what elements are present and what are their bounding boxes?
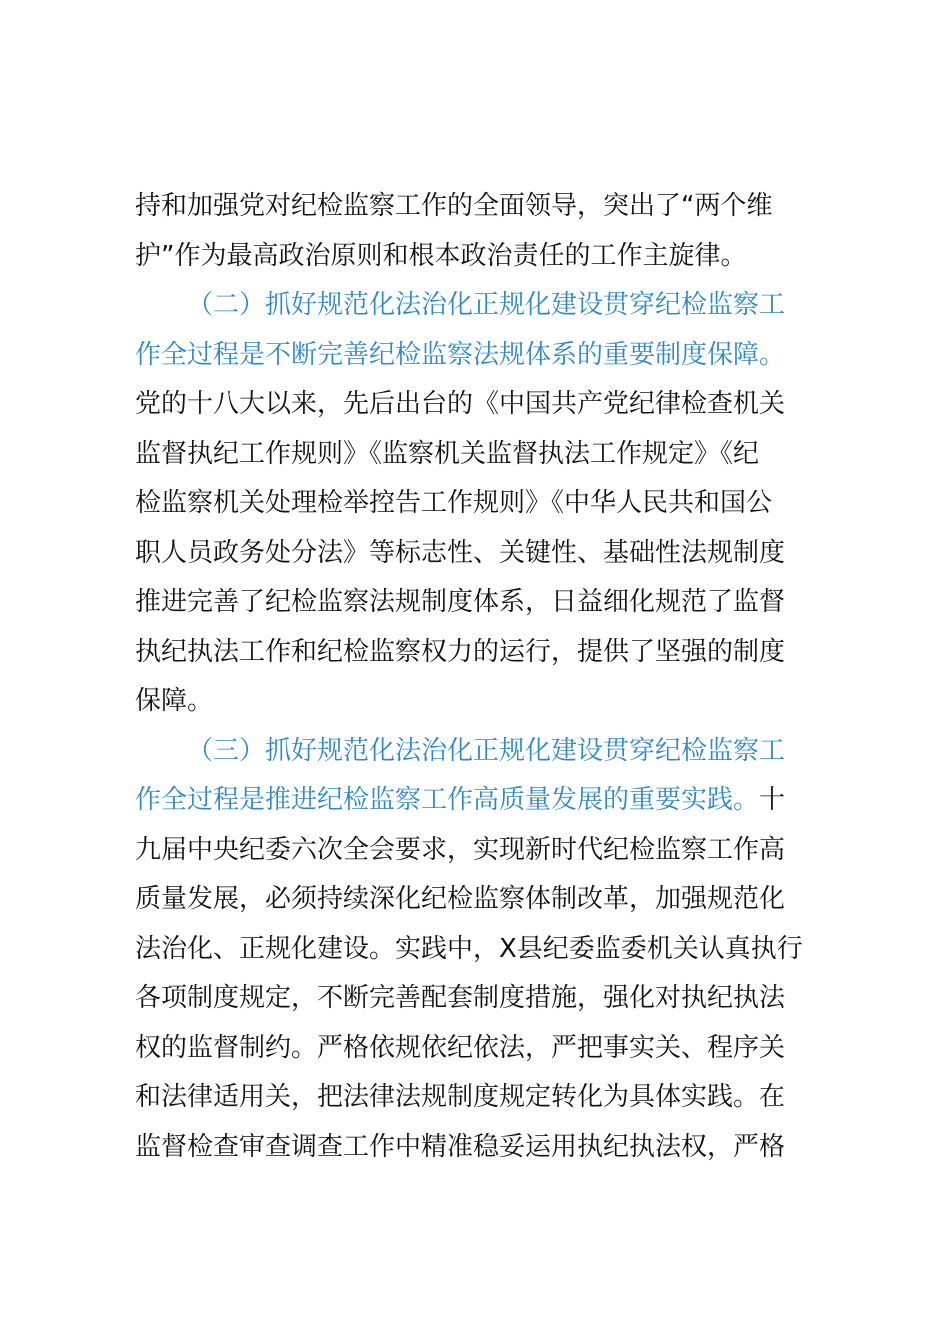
text-line: 推进完善了纪检监察法规制度体系，日益细化规范了监督 <box>135 587 786 617</box>
paragraph-section-three <box>135 727 835 1173</box>
text-line: 护”作为最高政治原则和根本政治责任的工作主旋律。 <box>135 240 747 271</box>
section-three-heading-line-mixed <box>135 776 835 826</box>
text-line: 九届中央纪委六次全会要求，实现新时代纪检监察工作高 <box>135 834 786 865</box>
text-line: 和法律适用关，把法律法规制度规定转化为具体实践。在 <box>135 1082 786 1112</box>
text-line: 执纪执法工作和纪检监察权力的运行，提供了坚强的制度 <box>135 636 786 667</box>
text-line: 法治化、正规化建设。实践中，X县纪委监委机关认真执行 <box>135 933 803 964</box>
document-body <box>135 182 835 1172</box>
text-line: 质量发展，必须持续深化纪检监察体制改革，加强规范化 <box>135 884 786 914</box>
paragraph-continuation <box>135 182 835 281</box>
section-two-heading-line: 作全过程是不断完善纪检监察法规体系的重要制度保障。 <box>135 339 786 370</box>
text-line: 各项制度规定，不断完善配套制度措施，强化对执纪执法 <box>135 983 786 1013</box>
text-line: 持和加强党对纪检监察工作的全面领导，突出了“两个维 <box>135 191 773 221</box>
paragraph-section-two <box>135 281 835 727</box>
text-line: 党的十八大以来，先后出台的《中国共产党纪律检查机关 <box>135 389 786 419</box>
text-line: 监督执纪工作规则》《监察机关监督执法工作规定》《纪 <box>135 438 760 469</box>
text-line: 检监察机关处理检举控告工作规则》《中华人民共和国公 <box>135 488 773 518</box>
text-line: 保障。 <box>135 686 214 716</box>
section-two-heading-line: （二）抓好规范化法治化正规化建设贯穿纪检监察工 <box>187 290 786 320</box>
text-line: 权的监督制约。严格依规依纪依法，严把事实关、程序关 <box>135 1032 786 1063</box>
text-line: 职人员政务处分法》等标志性、关键性、基础性法规制度 <box>135 537 786 568</box>
section-three-heading-line: （三）抓好规范化法治化正规化建设贯穿纪检监察工 <box>187 735 786 766</box>
text-line: 监督检查审查调查工作中精准稳妥运用执纪执法权，严格 <box>135 1131 786 1162</box>
body-text-start: 十 <box>759 785 786 815</box>
section-three-heading-text: 作全过程是推进纪检监察工作高质量发展的重要实践。 <box>135 785 760 815</box>
